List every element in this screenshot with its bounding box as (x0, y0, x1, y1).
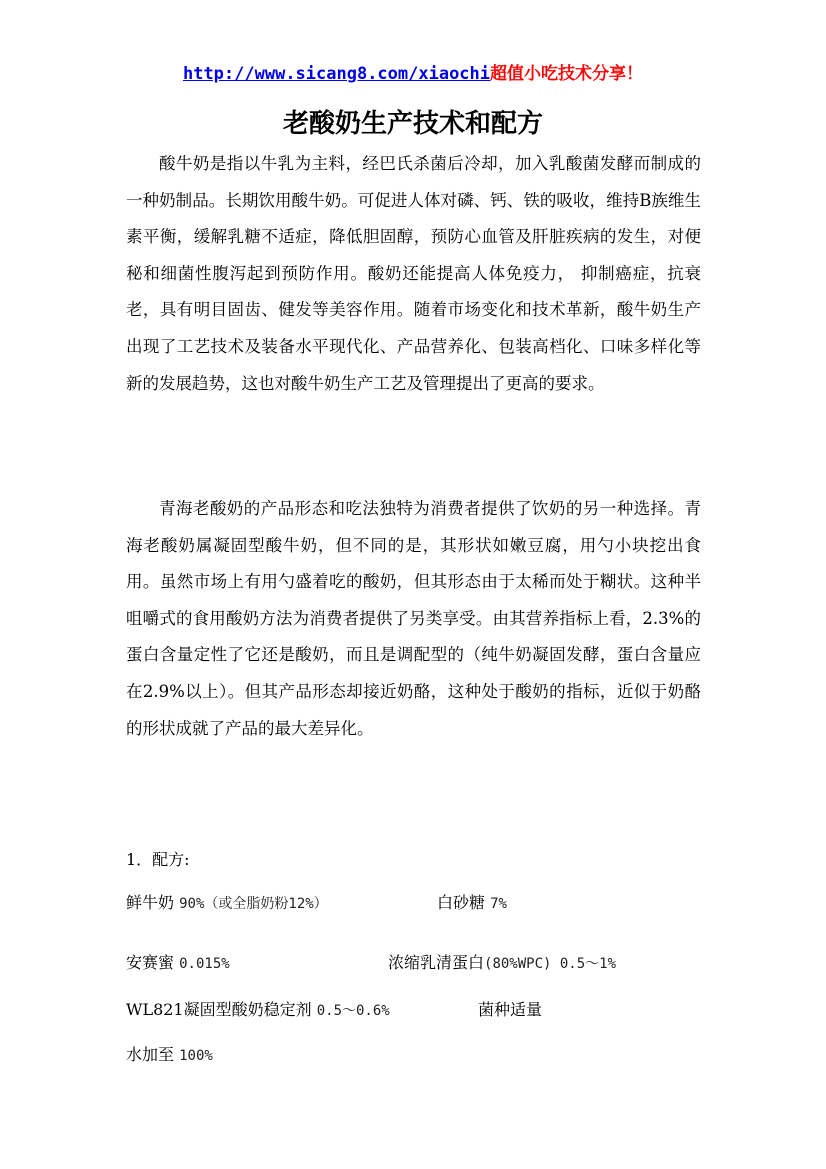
recipe-sweetener-name: 安赛蜜 (126, 953, 175, 972)
recipe-water-value: 100% (179, 1048, 213, 1064)
recipe-milk-name: 鲜牛奶 (126, 893, 175, 912)
recipe-milk-value: 90%（或全脂奶粉12%） (179, 896, 328, 912)
page-title: 老酸奶生产技术和配方 (282, 109, 543, 139)
recipe-stabilizer-name: WL821凝固型酸奶稳定剂 (126, 1000, 312, 1019)
section-heading: 1．配方: (126, 850, 190, 869)
recipe-stabilizer-value: 0.5～0.6% (316, 1003, 390, 1019)
recipe-whey-name: 浓缩乳清蛋白 (388, 953, 485, 972)
recipe-water-name: 水加至 (126, 1045, 175, 1064)
header-tagline: 超值小吃技术分享！ (490, 64, 644, 84)
recipe-whey (388, 951, 616, 976)
recipe-whey-value: (80%WPC) 0.5～1% (484, 956, 617, 972)
recipe-sugar-name: 白砂糖 (437, 893, 486, 912)
recipe-culture: 菌种适量 (478, 1000, 543, 1019)
recipe-sweetener (126, 951, 230, 976)
product-paragraph: 青海老酸奶的产品形态和吃法独特为消费者提供了饮奶的另一种选择。青海老酸奶属凝固型酸牛奶，但不同的是，其形状如嫩豆腐，用勺小块挖出食用。虽然市场上有用勺盛着吃的酸奶，但其形态由于太稀而处于糊状。这种半咀嚼式的食用酸奶方法为消费者提供了另类享受。由其营养指标上看，2.3%的蛋白含量定性了它还是酸奶，而且是调配型的（纯牛奶凝固发酵，蛋白含量应在2.9%以上）。但其产品形态却接近奶酪，这种处于酸奶的指标，近似于奶酪的形状成就了产品的最大差异化。 (126, 499, 701, 738)
recipe-sugar (437, 891, 507, 916)
site-link[interactable]: http://www.sicang8.com/xiaochi (182, 64, 491, 84)
recipe-milk (126, 891, 328, 916)
page-header (0, 62, 826, 86)
recipe-water (126, 1043, 213, 1068)
recipe-stabilizer (126, 998, 390, 1023)
intro-paragraph: 酸牛奶是指以牛乳为主料，经巴氏杀菌后冷却，加入乳酸菌发酵而制成的一种奶制品。长期饮用酸牛奶。可促进人体对磷、钙、铁的吸收，维持B族维生素平衡，缓解乳糖不适症，降低胆固醇，预防心血管及肝脏疾病的发生，对便秘和细菌性腹泻起到预防作用。酸奶还能提高人体免疫力， 抑制癌症，抗衰老，具有明目固齿、健发等美容作用。随着市场变化和技术革新，酸牛奶生产出现了工艺技术及装备水平现代化、产品营养化、包装高档化、口味多样化等新的发展趋势，这也对酸牛奶生产工艺及管理提出了更高的要求。 (126, 154, 701, 393)
recipe-sweetener-value: 0.015% (179, 956, 230, 972)
recipe-sugar-value: 7% (490, 896, 507, 912)
